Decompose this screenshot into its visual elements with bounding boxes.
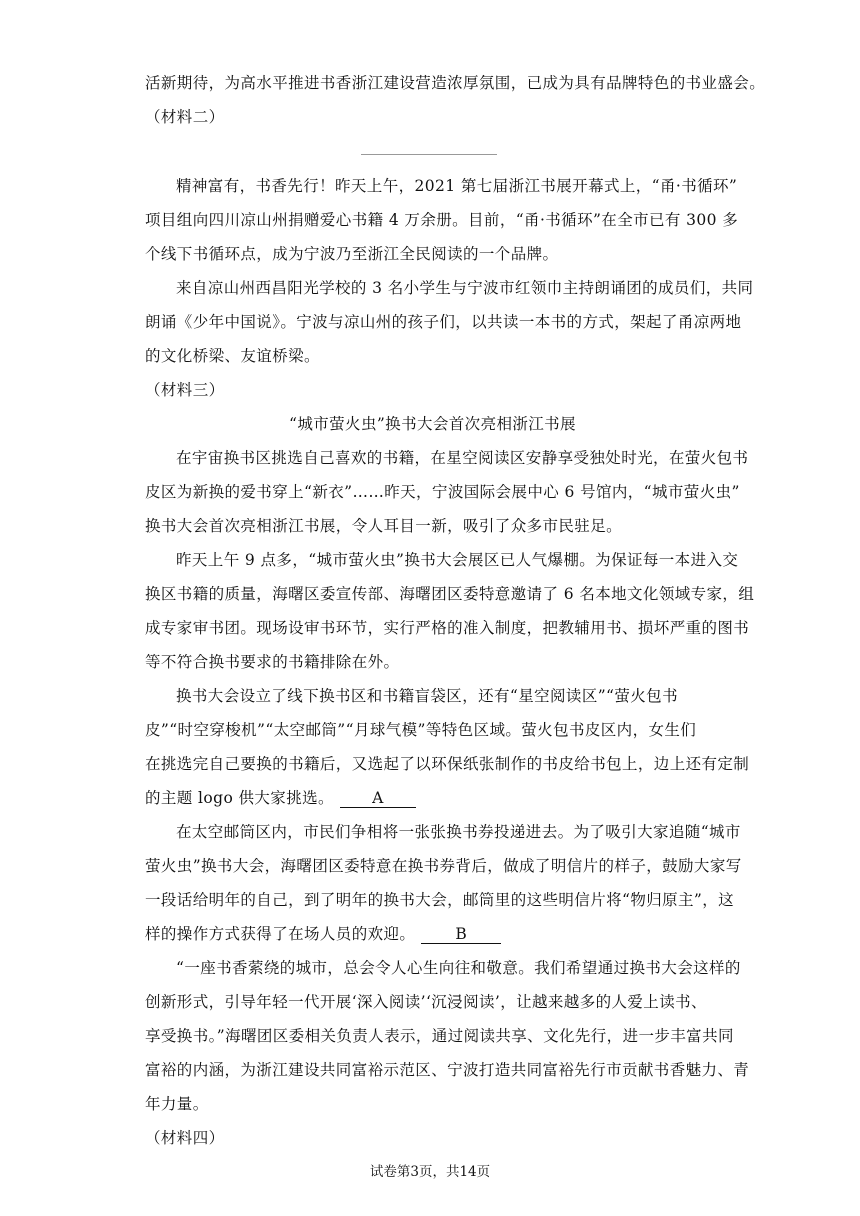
text-line: 在太空邮筒区内，市民们争相将一张张换书券投递进去。为了吸引大家追随“城市 — [176, 823, 741, 841]
text-line: 在宇宙换书区挑选自己喜欢的书籍，在星空阅读区安静享受独处时光，在萤火包书 — [176, 449, 749, 467]
text-line: 昨天上午 9 点多，“城市萤火虫”换书大会展区已人气爆棚。为保证每一本进入交 — [176, 551, 739, 569]
answer-blank-b: B — [421, 926, 501, 944]
text-line: 活新期待，为高水平推进书香浙江建设营造浓厚氛围，已成为具有品牌特色的书业盛会。 — [145, 74, 766, 92]
text-line: 成专家审书团。现场设审书环节，实行严格的准入制度，把教辅用书、损坏严重的图书 — [145, 619, 750, 637]
material-label: （材料二） — [145, 108, 225, 126]
text-line: 创新形式，引导年轻一代开展‘深入阅读’‘沉浸阅读’，让越来越多的人爱上读书、 — [145, 993, 707, 1011]
text-line: “一座书香萦绕的城市，总会令人心生向往和敬意。我们希望通过换书大会这样的 — [176, 959, 741, 977]
text-line: 皮”“时空穿梭机”“太空邮筒”“月球气模”等特色区域。萤火包书皮区内，女生们 — [145, 721, 697, 739]
text-line: 等不符合换书要求的书籍排除在外。 — [145, 653, 400, 671]
page-footer: 试卷第3页，共14页 — [369, 1164, 491, 1180]
text-line-with-blank — [145, 924, 720, 944]
material-label: （材料四） — [145, 1129, 225, 1147]
article-title: “城市萤火虫”换书大会首次亮相浙江书展 — [289, 415, 576, 433]
text-line-with-blank — [145, 788, 720, 808]
text-line: 一段话给明年的自己，到了明年的换书大会，邮筒里的这些明信片将“物归原主”，这 — [145, 891, 735, 909]
answer-blank-a: A — [340, 790, 416, 808]
text-line: 换书大会设立了线下换书区和书籍盲袋区，还有“星空阅读区”“萤火包书 — [176, 687, 678, 705]
text-line: 的文化桥梁、友谊桥梁。 — [145, 347, 320, 365]
text-line: 萤火虫”换书大会，海曙团区委特意在换书券背后，做成了明信片的样子，鼓励大家写 — [145, 857, 742, 875]
text-line: 来自凉山州西昌阳光学校的 3 名小学生与宁波市红领巾主持朗诵团的成员们，共同 — [176, 279, 754, 297]
text-line: 富裕的内涵，为浙江建设共同富裕示范区、宁波打造共同富裕先行市贡献书香魅力、青 — [145, 1061, 750, 1079]
separator-line — [361, 154, 497, 155]
text-line: 在挑选完自己要换的书籍后，又选起了以环保纸张制作的书皮给书包上，边上还有定制 — [145, 755, 750, 773]
text-line: 精神富有，书香先行！昨天上午，2021 第七届浙江书展开幕式上，“甬·书循环” — [176, 177, 738, 195]
material-label: （材料三） — [145, 381, 225, 399]
text-line: 朗诵《少年中国说》。宁波与凉山州的孩子们，以共读一本书的方式，架起了甬凉两地 — [145, 313, 742, 331]
text-segment: 的主题 logo 供大家挑选。 — [145, 789, 334, 807]
text-line: 换书大会首次亮相浙江书展，令人耳目一新，吸引了众多市民驻足。 — [145, 517, 623, 535]
text-line: 年力量。 — [145, 1095, 209, 1113]
text-line: 享受换书。”海曙团区委相关负责人表示，通过阅读共享、文化先行，进一步丰富共同 — [145, 1027, 734, 1045]
text-line: 个线下书循环点，成为宁波乃至浙江全民阅读的一个品牌。 — [145, 245, 559, 263]
text-line: 换区书籍的质量，海曙区委宣传部、海曙团区委特意邀请了 6 名本地文化领域专家，组 — [145, 585, 755, 603]
text-segment: 样的操作方式获得了在场人员的欢迎。 — [145, 925, 416, 943]
text-line: 项目组向四川凉山州捐赠爱心书籍 4 万余册。目前，“甬·书循环”在全市已有 300 多 — [145, 211, 739, 229]
text-line: 皮区为新换的爱书穿上“新衣”……昨天，宁波国际会展中心 6 号馆内，“城市萤火虫” — [145, 483, 740, 501]
